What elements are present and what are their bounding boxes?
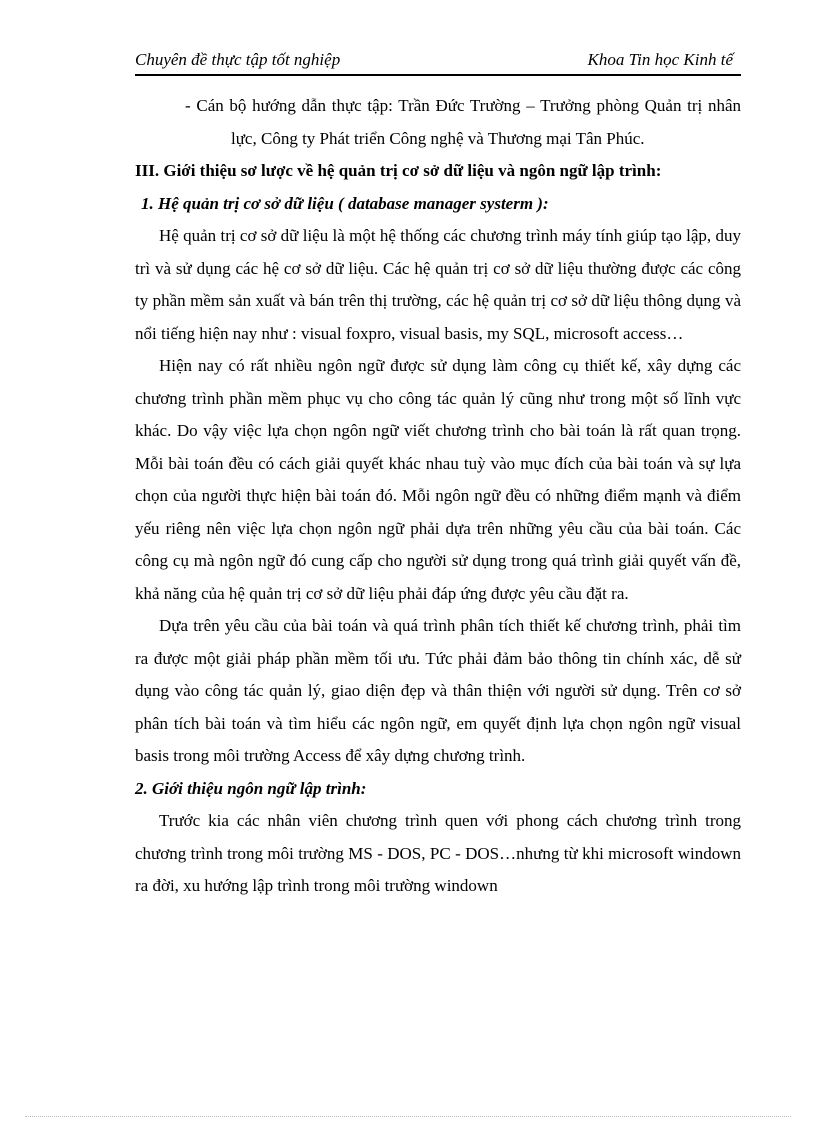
- section-3-heading: III. Giới thiệu sơ lược về hệ quản trị cơ sở dữ liệu và ngôn ngữ lập trình:: [135, 161, 662, 180]
- page-header: [135, 48, 741, 76]
- subsection-2-heading: 2. Giới thiệu ngôn ngữ lập trình:: [135, 778, 367, 798]
- header-department: Khoa Tin học Kinh tế: [587, 50, 733, 69]
- paragraph-dbms-definition: Hệ quản trị cơ sở dữ liệu là một hệ thống các chương trình máy tính giúp tạo lập, duy trì và sử dụng các hệ cơ sở dữ liệu. Các hệ quản trị cơ sở dữ liệu thường được các công ty phần mềm sản xuất và bán trên thị trường, các hệ quản trị cơ sở dữ liệu thông dụng và nổi tiếng hiện nay như : visual foxpro, visual basis, my SQL, microsoft access…: [135, 226, 741, 343]
- paragraph-solution: Dựa trên yêu cầu của bài toán và quá trình phân tích thiết kế chương trình, phải tìm ra được một giải pháp phần mềm tối ưu. Tức phải đảm bảo thông tin chính xác, dễ sử dụng vào công tác quản lý, giao diện đẹp và thân thiện với người sử dụng. Trên cơ sở phân tích bài toán và tìm hiểu các ngôn ngữ, em quyết định lựa chọn ngôn ngữ visual basis trong môi trường Access để xây dựng chương trình.: [135, 616, 741, 765]
- paragraph-programming-intro: Trước kia các nhân viên chương trình quen với phong cách chương trình trong chương trình trong môi trường MS - DOS, PC - DOS…nhưng từ khi microsoft windown ra đời, xu hướng lập trình trong môi trường windown: [135, 811, 741, 895]
- footer-divider: [25, 1116, 791, 1117]
- paragraph-language-choice: Hiện nay có rất nhiều ngôn ngữ được sử dụng làm công cụ thiết kế, xây dựng các chương trình phần mềm phục vụ cho công tác quản lý cũng như trong một số lĩnh vực khác. Do vậy việc lựa chọn ngôn ngữ viết chương trình cho bài toán là rất quan trọng. Mỗi bài toán đều có cách giải quyết khác nhau tuỳ vào mục đích của bài toán và sự lựa chọn của người thực hiện bài toán đó. Mỗi ngôn ngữ đều có những điểm mạnh và điểm yếu riêng nên việc lựa chọn ngôn ngữ phải dựa trên những yêu cầu của bài toán. Các công cụ mà ngôn ngữ đó cung cấp cho người sử dụng trong quá trình giải quyết vấn đề, khả năng của hệ quản trị cơ sở dữ liệu phải đáp ứng được yêu cầu đặt ra.: [135, 356, 741, 603]
- subsection-1-heading: 1. Hệ quản trị cơ sở dữ liệu ( database manager systerm ):: [141, 193, 549, 213]
- header-document-title: Chuyên đề thực tập tốt nghiệp: [135, 50, 341, 69]
- document-body: [135, 90, 741, 903]
- supervisor-bullet: - Cán bộ hướng dẫn thực tập: Trần Đức Trường – Trưởng phòng Quản trị nhân lực, Công ty Phát triển Công nghệ và Thương mại Tân Phúc.: [185, 96, 741, 148]
